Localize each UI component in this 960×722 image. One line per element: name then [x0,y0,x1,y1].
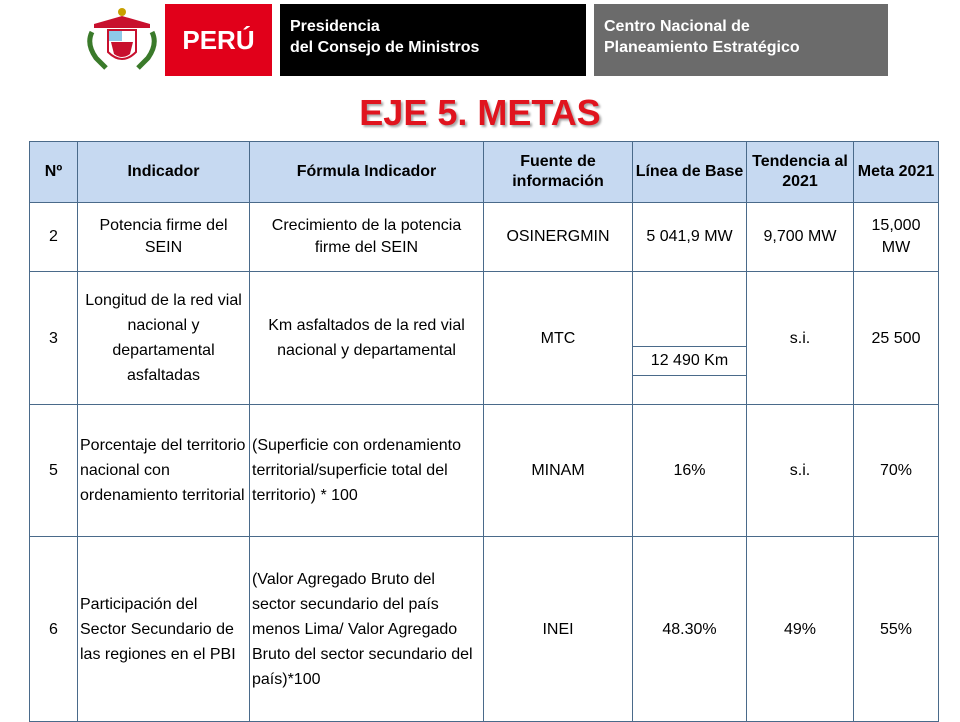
ceplan-line-1: Centro Nacional de [604,18,750,35]
cell-meta: 55% [854,537,939,722]
table-row [30,203,939,272]
cell-indicador: Potencia firme del SEIN [78,203,250,272]
cell-meta: 70% [854,405,939,537]
cell-fuente: MINAM [484,405,633,537]
cell-formula: Crecimiento de la potencia firme del SEIN [250,203,484,272]
cell-formula: (Valor Agregado Bruto del sector secundario del país menos Lima/ Valor Agregado Bruto del sector secundario del país)*100 [250,537,484,722]
cell-n: 2 [30,203,78,272]
cell-fuente: OSINERGMIN [484,203,633,272]
cell-n: 5 [30,405,78,537]
cell-base-empty [633,272,747,347]
ceplan-badge [594,4,888,76]
header-indicador: Indicador [78,142,250,203]
table-row [30,405,939,537]
table-row [30,272,939,347]
header-tendencia: Tendencia al 2021 [747,142,854,203]
peru-label: PERÚ [182,24,255,55]
header-meta: Meta 2021 [854,142,939,203]
ceplan-line-2: Planeamiento Estratégico [604,39,800,56]
header-formula: Fórmula Indicador [250,142,484,203]
coat-of-arms-logo [84,4,160,76]
cell-indicador: Longitud de la red vial nacional y departamental asfaltadas [78,272,250,405]
header-fuente: Fuente de información [484,142,633,203]
cell-fuente: INEI [484,537,633,722]
cell-n: 6 [30,537,78,722]
metas-table [29,141,939,722]
cell-base: 48.30% [633,537,747,722]
cell-formula: (Superficie con ordenamiento territorial/superficie total del territorio) * 100 [250,405,484,537]
cell-fuente: MTC [484,272,633,405]
cell-tendencia: s.i. [747,405,854,537]
peru-badge [165,4,272,76]
cell-tendencia: 9,700 MW [747,203,854,272]
pcm-line-1: Presidencia [290,18,380,35]
pcm-badge [280,4,586,76]
cell-indicador: Porcentaje del territorio nacional con ordenamiento territorial [78,405,250,537]
cell-tendencia: 49% [747,537,854,722]
pcm-line-2: del Consejo de Ministros [290,39,480,56]
cell-tendencia: s.i. [747,272,854,405]
cell-formula: Km asfaltados de la red vial nacional y departamental [250,272,484,405]
cell-base-empty [633,376,747,405]
cell-base: 5 041,9 MW [633,203,747,272]
table-header-row [30,142,939,203]
cell-indicador: Participación del Sector Secundario de las regiones en el PBI [78,537,250,722]
page-title: EJE 5. METAS [359,92,601,133]
cell-base: 12 490 Km [633,347,747,376]
table-row [30,537,939,722]
cell-base: 16% [633,405,747,537]
cell-meta: 15,000 MW [854,203,939,272]
header-base: Línea de Base [633,142,747,203]
cell-n: 3 [30,272,78,405]
cell-meta: 25 500 [854,272,939,405]
header-n: Nº [30,142,78,203]
